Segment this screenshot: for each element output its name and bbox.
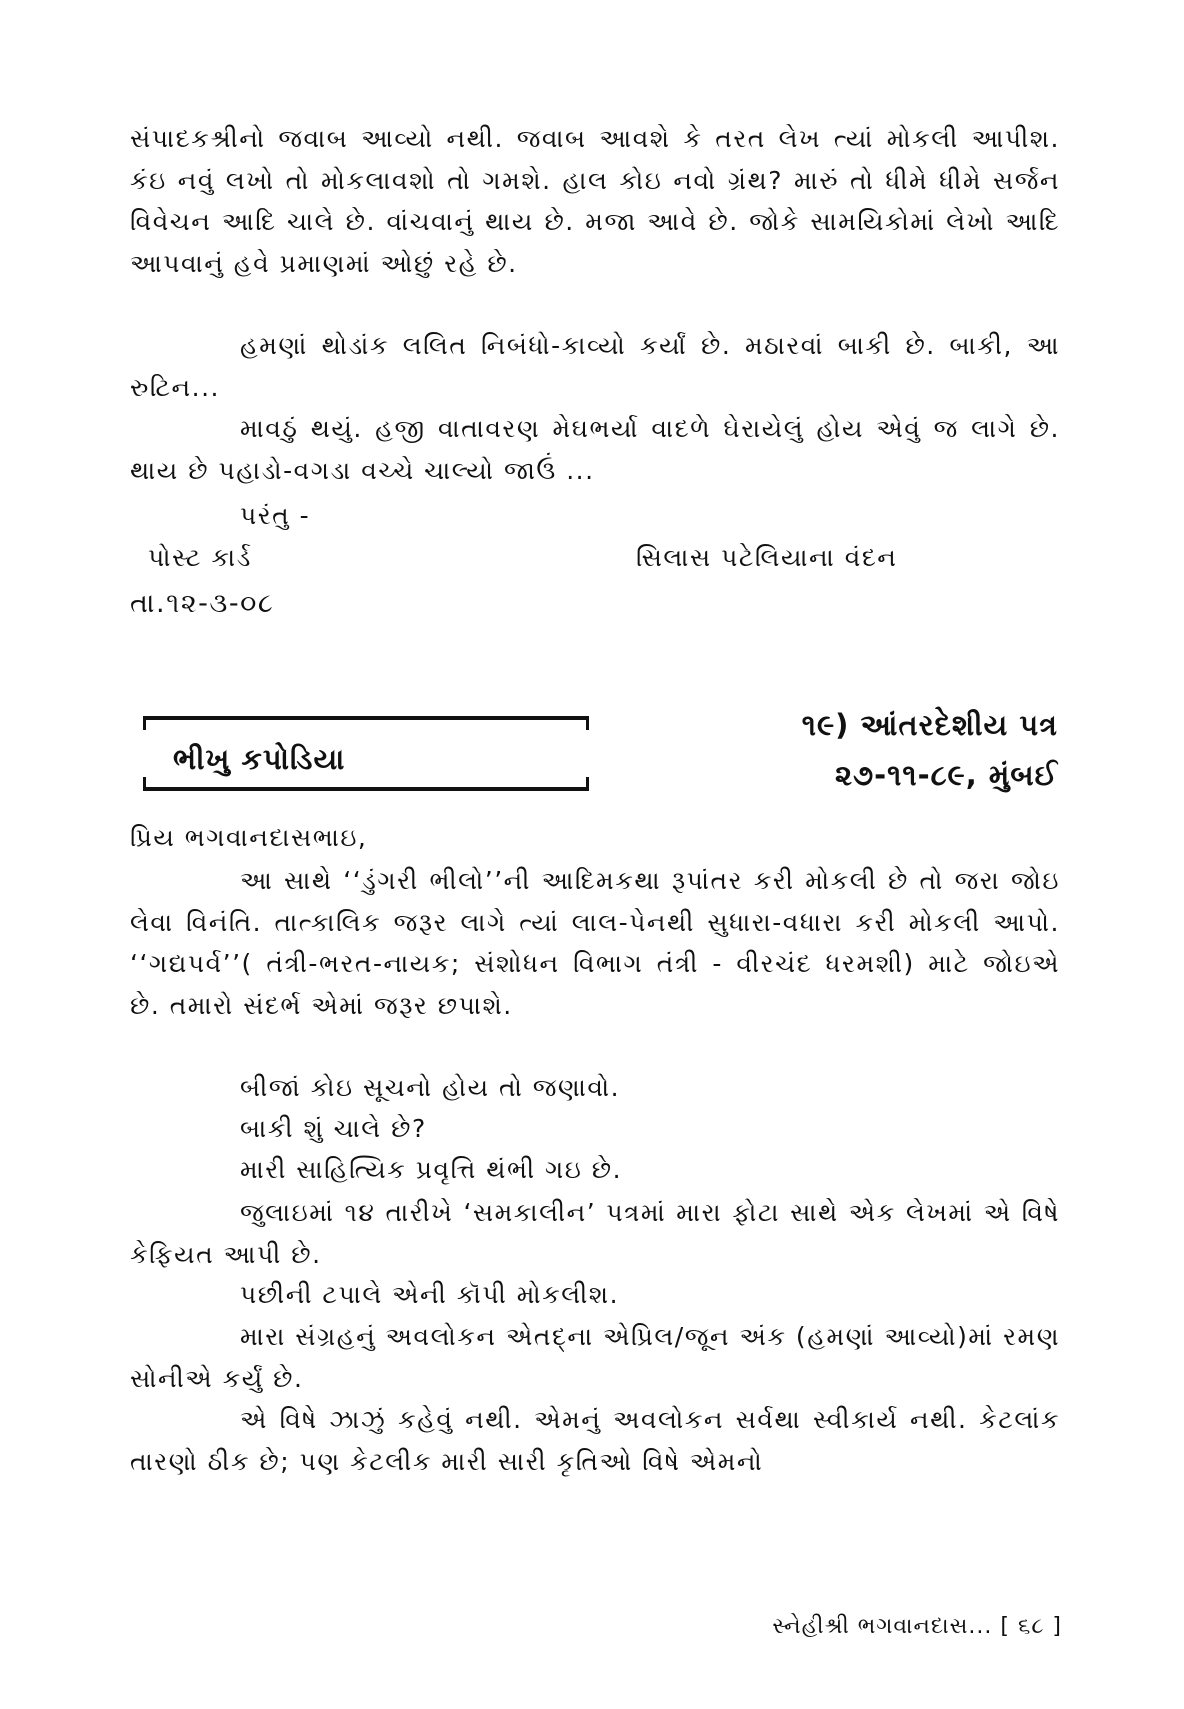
- letter1-card-type: પોસ્ટ કાર્ડ: [148, 543, 252, 572]
- page-footer: [772, 1614, 1062, 1639]
- letter1-closing: પરંતુ -: [240, 501, 311, 530]
- letter2-paragraph-7: મારા સંગ્રહનું અવલોકન એતદ્‌ના એપ્રિલ/જૂન અંક (હમણાં આવ્યો)માં રમણ સોનીએ કર્યું છે.: [130, 1322, 1060, 1393]
- box-corner-bl: [143, 777, 146, 791]
- running-title: સ્નેહીશ્રી ભગવાનદાસ...: [772, 1614, 993, 1639]
- letter1-paragraph-1: સંપાદકશ્રીનો જવાબ આવ્યો નથી. જવાબ આવશે કે તરત લેખ ત્યાં મોકલી આપીશ. કંઇ નવું લખો તો મોકલાવશો તો ગમશે. હાલ કોઇ નવો ગ્રંથ? મારું તો ધીમે ધીમે સર્જન વિવેચન આદિ ચાલે છે. વાંચવાનું થાય છે. મજા આવે છે. જોકે સામયિકોમાં લેખો આદિ આપવાનું હવે પ્રમાણમાં ઓછું રહે છે.: [130, 124, 1060, 278]
- page-number: [ ૬૮ ]: [1000, 1614, 1062, 1639]
- letter2-paragraph-3: બાકી શું ચાલે છે?: [240, 1114, 427, 1143]
- letter-date-place: ૨૭-૧૧-૮૯, મુંબઈ: [834, 758, 1058, 792]
- letter2-paragraph-8: એ વિષે ઝાઝું કહેવું નથી. એમનું અવલોકન સર્વથા સ્વીકાર્ય નથી. કેટલાંક તારણો ઠીક છે; પણ કેટલીક મારી સારી કૃતિઓ વિષે એમનો: [130, 1405, 1060, 1476]
- salutation: પ્રિય ભગવાનદાસભાઇ,: [130, 823, 368, 852]
- letter2-paragraph-1: આ સાથે ‘‘ડુંગરી ભીલો’’ની આદિમકથા રૂપાંતર કરી મોકલી છે તો જરા જોઇ લેવા વિનંતિ. તાત્કાલિક જરૂર લાગે ત્યાં લાલ-પેનથી સુધારા-વધારા કરી મોકલી આપો. ‘‘ગદ્યપર્વ’’( તંત્રી-ભરત-નાયક; સંશોધન વિભાગ તંત્રી - વીરચંદ ધરમશી) માટે જોઇએ છે. તમારો સંદર્ભ એમાં જરૂર છપાશે.: [130, 866, 1060, 1020]
- sender-name-box: [143, 716, 589, 791]
- letter2-paragraph-6: પછીની ટપાલે એની કૉપી મોકલીશ.: [240, 1280, 620, 1309]
- box-bottom-rule: [143, 787, 589, 791]
- box-corner-tl: [143, 716, 146, 730]
- letter1-date: તા.૧૨-૩-૦૮: [130, 588, 275, 619]
- letter1-signature: સિલાસ પટેલિયાના વંદન: [636, 543, 898, 572]
- letter1-paragraph-3: માવઠું થયું. હજી વાતાવરણ મેઘભર્યા વાદળે ઘેરાયેલું હોય એવું જ લાગે છે. થાય છે પહાડો-વગડા વચ્ચે ચાલ્યો જાઉં ...: [130, 414, 1060, 485]
- box-corner-tr: [586, 716, 589, 730]
- letter2-paragraph-5: જુલાઇમાં ૧૪ તારીખે ‘સમકાલીન’ પત્રમાં મારા ફોટા સાથે એક લેખમાં એ વિષે કેફિયત આપી છે.: [130, 1198, 1060, 1269]
- letter-heading: ૧૯) આંતરદેશીય પત્ર: [801, 708, 1058, 742]
- box-corner-br: [586, 777, 589, 791]
- letter2-paragraph-4: મારી સાહિત્યિક પ્રવૃત્તિ થંભી ગઇ છે.: [240, 1155, 623, 1184]
- sender-name: ભીખુ કપોડિયા: [173, 742, 346, 776]
- letter2-paragraph-2: બીજાં કોઇ સૂચનો હોય તો જણાવો.: [240, 1073, 621, 1102]
- letter1-paragraph-2: હમણાં થોડાંક લલિત નિબંધો-કાવ્યો કર્યાં છે. મઠારવાં બાકી છે. બાકી, આ રુટિન...: [130, 331, 1060, 402]
- box-top-rule: [143, 716, 589, 720]
